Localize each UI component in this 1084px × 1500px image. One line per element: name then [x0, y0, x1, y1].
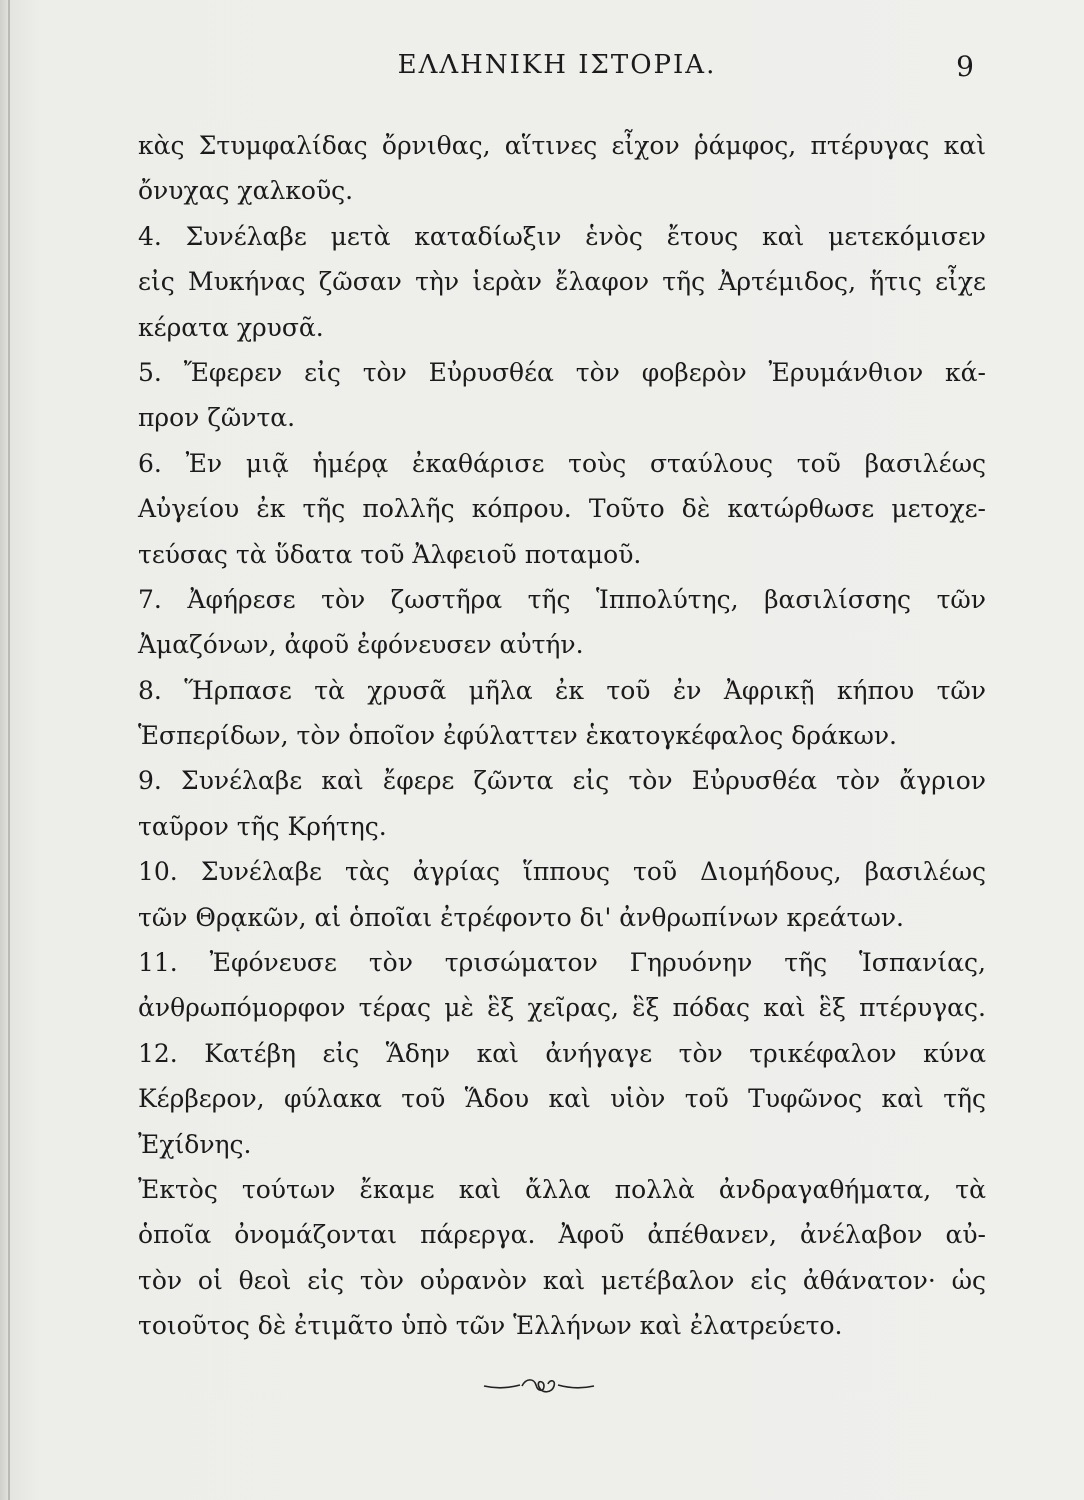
- text-line: προν ζῶντα.: [138, 403, 296, 433]
- text-line: 9. Συνέλαβε καὶ ἔφερε ζῶντα εἰς τὸν Εὐρυσθέα τὸν ἄγριον: [138, 766, 986, 796]
- text-line: τοιοῦτος δὲ ἐτιμᾶτο ὑπὸ τῶν Ἑλλήνων καὶ ἐλατρεύετο.: [138, 1311, 843, 1341]
- text-line: ὄνυχας χαλκοῦς.: [138, 176, 354, 206]
- text-line: Αὐγείου ἐκ τῆς πολλῆς κόπρου. Τοῦτο δὲ κατώρθωσε μετοχε-: [138, 494, 986, 524]
- text-line: κέρατα χρυσᾶ.: [138, 312, 324, 342]
- text-line: κὰς Στυμφαλίδας ὄρνιθας, αἵτινες εἶχον ῥάμφος, πτέρυγας καὶ: [138, 131, 986, 160]
- text-line: Ἐκτὸς τούτων ἔκαμε καὶ ἄλλα πολλὰ ἀνδραγαθήματα, τὰ: [138, 1174, 986, 1204]
- text-line: 5. Ἔφερεν εἰς τὸν Εὐρυσθέα τὸν φοβερὸν Ἐρυμάνθιον κά-: [138, 357, 986, 387]
- text-line: Ἑσπερίδων, τὸν ὁποῖον ἐφύλαττεν ἑκατογκέφαλος δράκων.: [138, 721, 898, 751]
- running-title: ΕΛΛΗΝΙΚΗ ΙΣΤΟΡΙΑ.: [397, 50, 717, 80]
- text-line: εἰς Μυκήνας ζῶσαν τὴν ἱερὰν ἔλαφον τῆς Ἀρτέμιδος, ἥτις εἶχε: [138, 267, 986, 297]
- text-line: τεύσας τὰ ὕδατα τοῦ Ἀλφειοῦ ποταμοῦ.: [138, 539, 642, 569]
- page-number: 9: [956, 50, 974, 83]
- text-line: ἀνθρωπόμορφον τέρας μὲ ἓξ χεῖρας, ἓξ πόδας καὶ ἓξ πτέρυγας.: [138, 993, 986, 1023]
- body-text: [138, 123, 986, 1349]
- ornamental-rule: [482, 1376, 596, 1396]
- text-line: ταῦρον τῆς Κρήτης.: [138, 811, 387, 841]
- text-line: 8. Ἥρπασε τὰ χρυσᾶ μῆλα ἐκ τοῦ ἐν Ἀφρικῇ κήπου τῶν: [138, 675, 986, 705]
- page-gutter: [8, 0, 10, 1500]
- text-line: 10. Συνέλαβε τὰς ἀγρίας ἵππους τοῦ Διομήδους, βασιλέως: [138, 857, 986, 887]
- text-line: τὸν οἱ θεοὶ εἰς τὸν οὐρανὸν καὶ μετέβαλον εἰς ἀθάνατον· ὡς: [138, 1265, 986, 1295]
- text-line: Κέρβερον, φύλακα τοῦ Ἅδου καὶ υἱὸν τοῦ Τυφῶνος καὶ τῆς: [138, 1084, 986, 1114]
- text-line: Ἐχίδνης.: [138, 1129, 252, 1159]
- text-line: τῶν Θρᾳκῶν, αἱ ὁποῖαι ἐτρέφοντο δι' ἀνθρωπίνων κρεάτων.: [138, 902, 904, 932]
- text-line: 6. Ἐν μιᾷ ἡμέρᾳ ἐκαθάρισε τοὺς σταύλους τοῦ βασιλέως: [138, 448, 986, 478]
- text-line: 11. Ἐφόνευσε τὸν τρισώματον Γηρυόνην τῆς Ἱσπανίας,: [138, 948, 986, 978]
- text-line: 4. Συνέλαβε μετὰ καταδίωξιν ἑνὸς ἔτους καὶ μετεκόμισεν: [138, 221, 986, 251]
- running-header: [140, 50, 974, 100]
- text-line: Ἀμαζόνων, ἀφοῦ ἐφόνευσεν αὐτήν.: [138, 630, 584, 660]
- text-line: 7. Ἀφήρεσε τὸν ζωστῆρα τῆς Ἱππολύτης, βασιλίσσης τῶν: [138, 584, 986, 614]
- text-line: 12. Κατέβη εἰς Ἅδην καὶ ἀνήγαγε τὸν τρικέφαλον κύνα: [138, 1038, 986, 1068]
- text-line: ὁποῖα ὀνομάζονται πάρεργα. Ἀφοῦ ἀπέθανεν, ἀνέλαβον αὐ-: [138, 1220, 986, 1250]
